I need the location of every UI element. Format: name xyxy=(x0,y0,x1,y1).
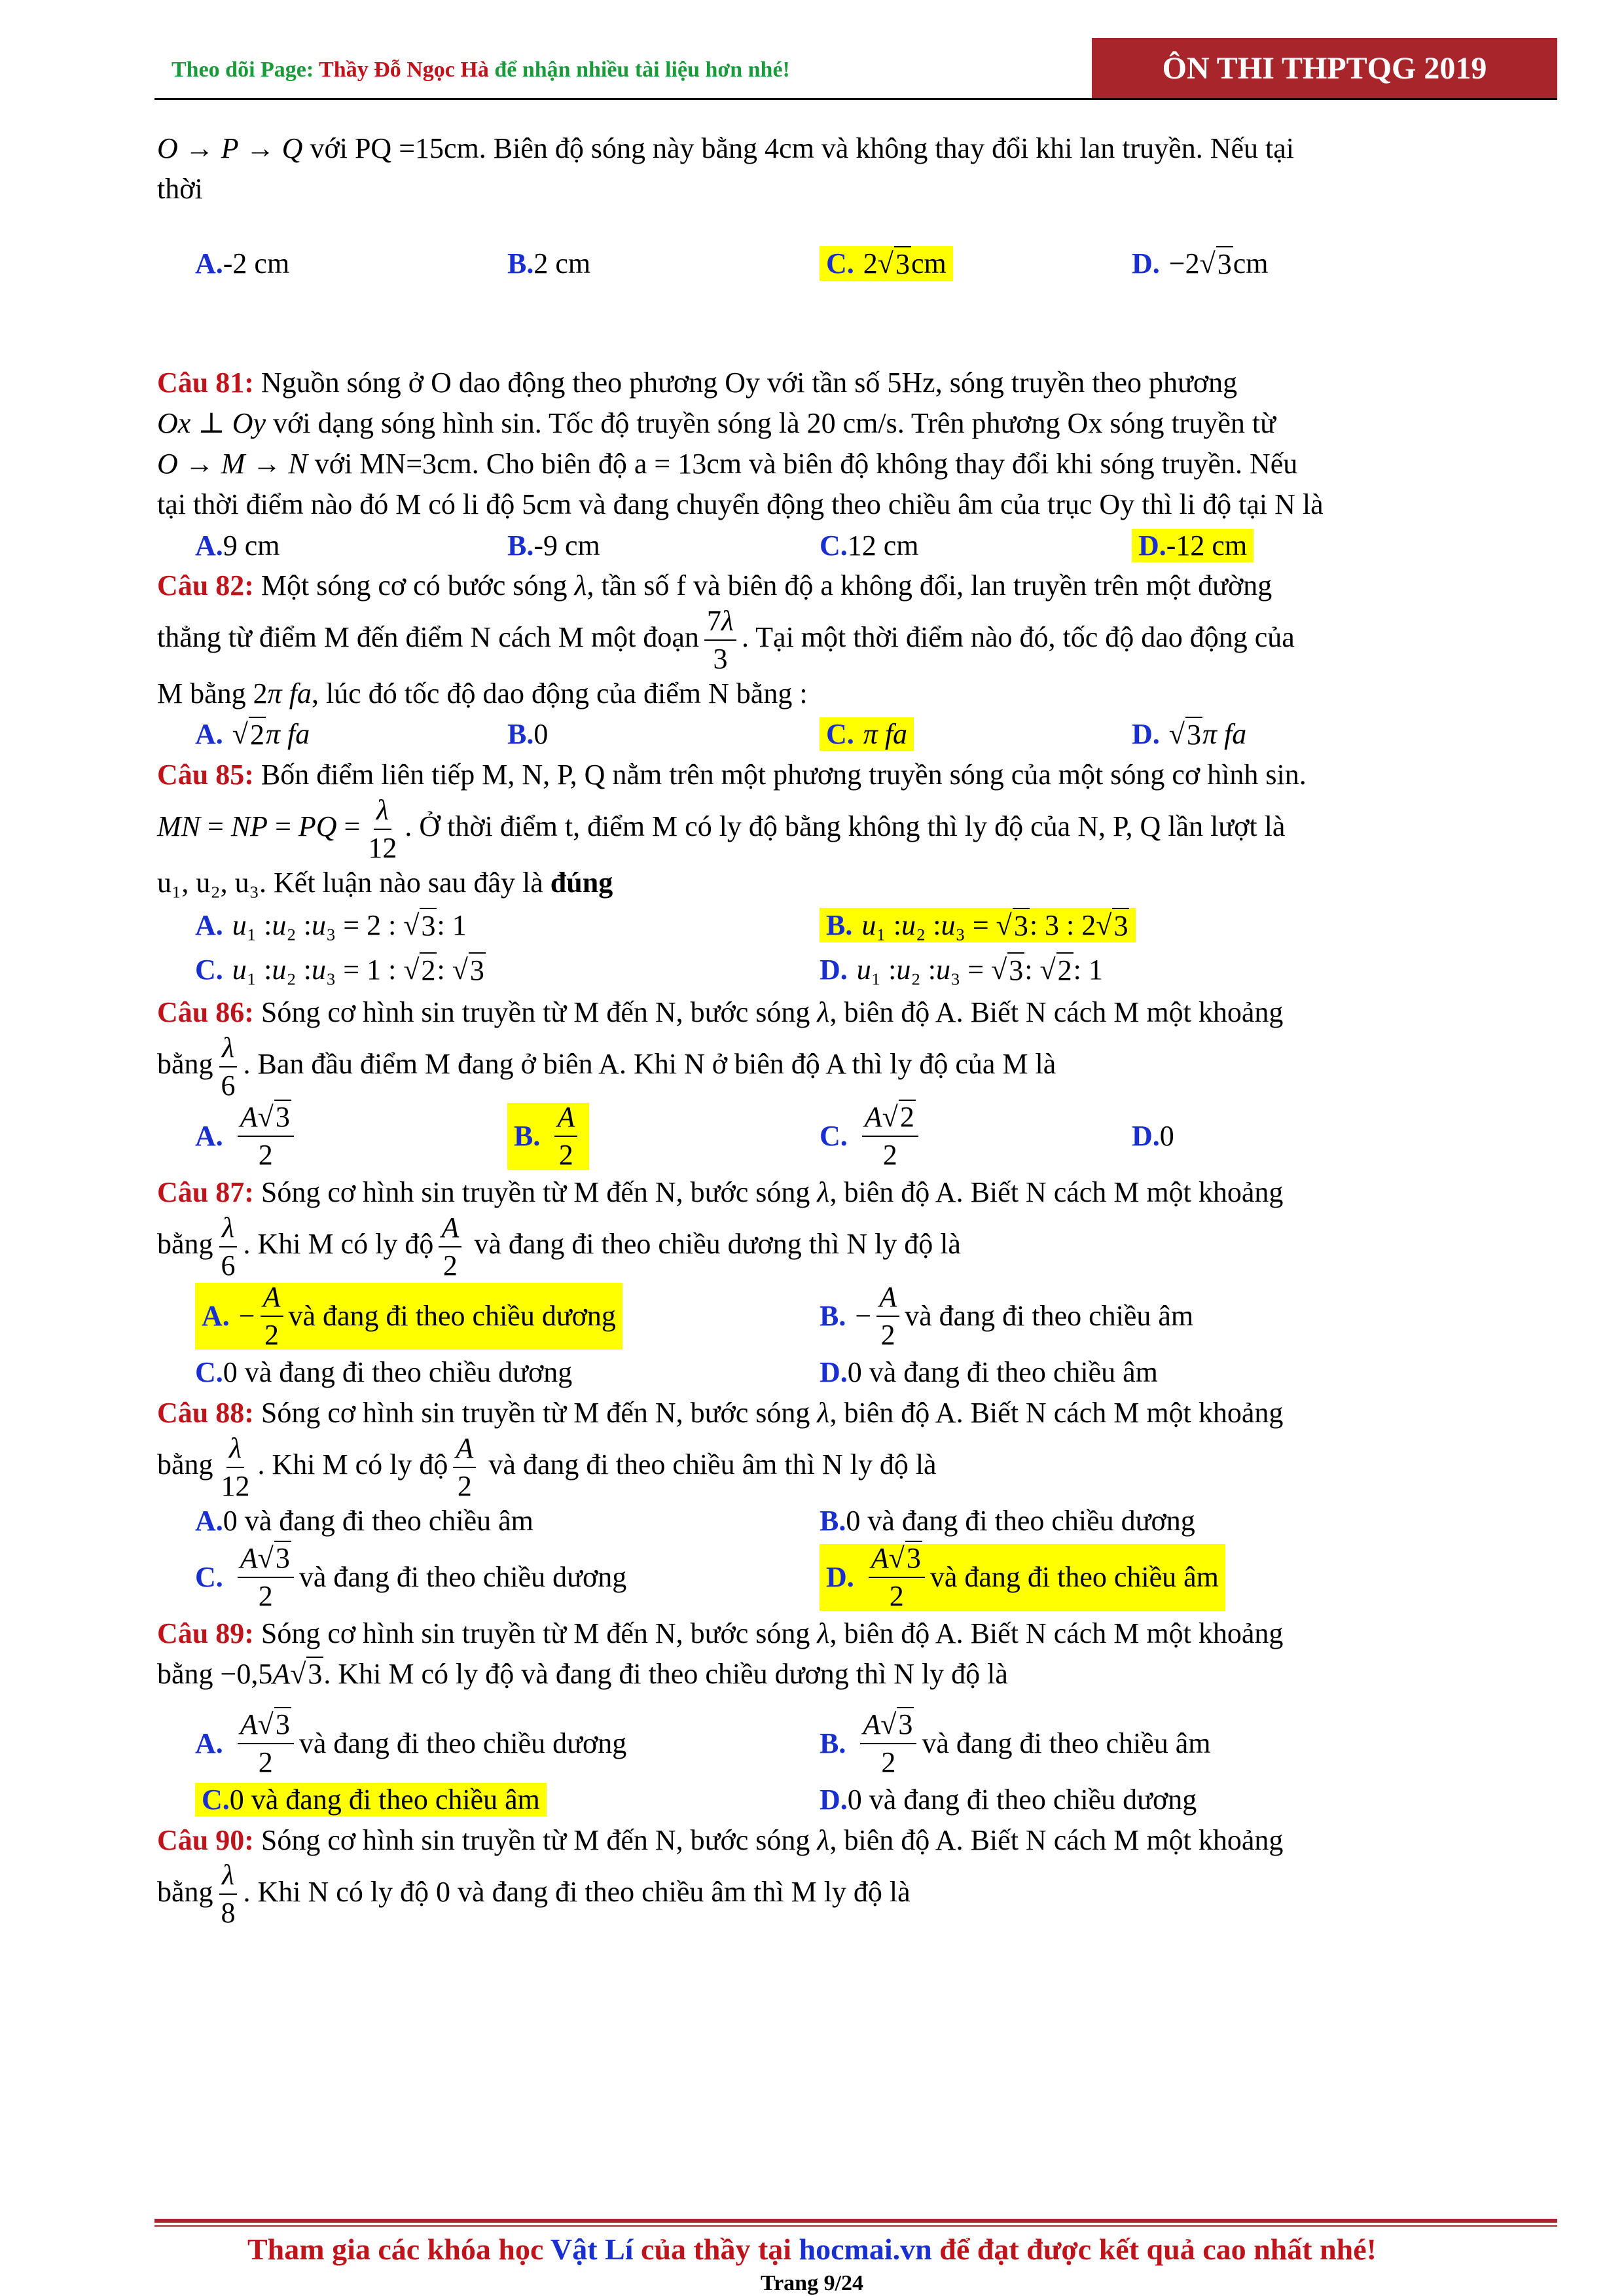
q86-option-c[interactable]: C. $\frac{A√2}{2}$ xyxy=(820,1103,924,1170)
q88-option-b[interactable]: B. 0 và đang đi theo chiều dương xyxy=(820,1505,1195,1537)
q82-option-b[interactable]: B. 0 xyxy=(507,718,549,751)
footer-promo: Tham gia các khóa học Vật Lí của thầy tại hocmai.vn để đạt được kết quả cao nhất nhé! xyxy=(247,2233,1377,2266)
intro-options xyxy=(157,236,1492,291)
q86-options xyxy=(157,1100,1492,1172)
q85-options-row2 xyxy=(157,948,1492,992)
q85-option-c[interactable]: C. u ₁ : u ₂ : u ₃ = 1 : √ 2 : √ 3 xyxy=(195,954,484,987)
q86-option-d[interactable]: D. 0 xyxy=(1132,1120,1174,1153)
q86-line-2: bằng $\frac{\lambda}{6}$ . Ban đầu điểm M đang ở biên A. Khi N ở biên độ A thì ly độ của M là xyxy=(157,1031,1056,1102)
q85-option-d[interactable]: D. u ₁ : u ₂ : u ₃ = √ 3 : √ 2 : 1 xyxy=(820,954,1103,987)
q89-options-row1 xyxy=(157,1708,1492,1780)
q89-line-1: Câu 89: Sóng cơ hình sin truyền từ M đến N, bước sóng λ, biên độ A. Biết N cách M một khoảng xyxy=(157,1617,1284,1649)
intro-line-1: O → P → Q với PQ =15cm. Biên độ sóng này bằng 4cm và không thay đổi khi lan truyền. Nếu tại xyxy=(157,132,1294,164)
q86-option-b[interactable]: B. $\frac{A}{2}$ xyxy=(507,1103,589,1170)
intro-option-a[interactable]: A. -2 cm xyxy=(195,247,290,279)
q88-option-c[interactable]: C. $\frac{A√3}{2}$ và đang đi theo chiều dương xyxy=(195,1541,627,1612)
header-page-note: Theo dõi Page: Thầy Đỗ Ngọc Hà để nhận nhiều tài liệu hơn nhé! xyxy=(171,58,790,82)
q89-option-a[interactable]: A. $\frac{A√3}{2}$ và đang đi theo chiều dương xyxy=(195,1708,627,1778)
intro-option-b[interactable]: B. 2 cm xyxy=(507,247,591,279)
q87-options-row2 xyxy=(157,1352,1492,1393)
q89-options-row2 xyxy=(157,1780,1492,1820)
q88-line-2: bằng $\frac{\lambda}{12}$ . Khi M có ly độ $\frac{A}{2}$ và đang đi theo chiều âm thì N ly độ là xyxy=(157,1431,937,1502)
q82-line-1: Câu 82: Một sóng cơ có bước sóng λ, tần số f và biên độ a không đổi, lan truyền trên một đường xyxy=(157,569,1272,601)
q87-option-d[interactable]: D. 0 và đang đi theo chiều âm xyxy=(820,1356,1158,1389)
q82-option-d[interactable]: D. √ 3 π fa xyxy=(1132,718,1247,751)
q89-option-b[interactable]: B. $\frac{A√3}{2}$ và đang đi theo chiều âm xyxy=(820,1708,1211,1778)
q87-line-2: bằng $\frac{\lambda}{6}$ . Khi M có ly độ $\frac{A}{2}$ và đang đi theo chiều dương thì N ly độ là xyxy=(157,1211,961,1282)
q87-option-c[interactable]: C. 0 và đang đi theo chiều dương xyxy=(195,1356,573,1389)
q85-line-3: u₁, u₂, u₃. Kết luận nào sau đây là đúng xyxy=(157,866,613,899)
q89-option-c[interactable]: C. 0 và đang đi theo chiều âm xyxy=(195,1783,547,1816)
q85-option-b[interactable]: B. u ₁ : u ₂ : u ₃ = √ 3 : 3 : 2√ 3 xyxy=(820,908,1136,942)
q88-option-d[interactable]: D. $\frac{A√3}{2}$ và đang đi theo chiều âm xyxy=(820,1544,1225,1611)
q82-line-3: M bằng 2π fa, lúc đó tốc độ dao động của điểm N bằng : xyxy=(157,677,808,709)
q81-line-4: tại thời điểm nào đó M có li độ 5cm và đang chuyển động theo chiều âm của trục Oy thì li độ tại N là xyxy=(157,488,1324,520)
q89-option-d[interactable]: D. 0 và đang đi theo chiều dương xyxy=(820,1784,1197,1816)
q87-line-1: Câu 87: Sóng cơ hình sin truyền từ M đến N, bước sóng λ, biên độ A. Biết N cách M một khoảng xyxy=(157,1175,1284,1208)
footer-divider xyxy=(154,2219,1557,2223)
q90-line-1: Câu 90: Sóng cơ hình sin truyền từ M đến N, bước sóng λ, biên độ A. Biết N cách M một khoảng xyxy=(157,1823,1284,1856)
q82-option-a[interactable]: A. √ 2 π fa xyxy=(195,718,310,751)
q87-option-b[interactable]: B. − $\frac{A}{2}$ và đang đi theo chiều âm xyxy=(820,1280,1194,1351)
q86-line-1: Câu 86: Sóng cơ hình sin truyền từ M đến N, bước sóng λ, biên độ A. Biết N cách M một khoảng xyxy=(157,996,1284,1028)
footer-divider-thin xyxy=(154,2225,1557,2227)
q87-option-a[interactable]: A. − $\frac{A}{2}$ và đang đi theo chiều dương xyxy=(195,1283,623,1350)
document-body xyxy=(157,128,1492,1928)
q81-options xyxy=(157,525,1492,565)
q88-options-row1 xyxy=(157,1501,1492,1541)
header-exam-badge: ÔN THI THPTQG 2019 xyxy=(1092,38,1557,98)
q85-options-row1 xyxy=(157,903,1492,948)
q82-option-c[interactable]: C. π fa xyxy=(820,717,914,751)
q85-line-1: Câu 85: Bốn điểm liên tiếp M, N, P, Q nằm trên một phương truyền sóng của một sóng cơ hình sin. xyxy=(157,758,1307,791)
q81-line-3: O → M → N với MN=3cm. Cho biên độ a = 13cm và biên độ không thay đổi khi sóng truyền. Nếu xyxy=(157,448,1298,480)
q90-line-2: bằng $\frac{\lambda}{8}$ . Khi N có ly độ 0 và đang đi theo chiều âm thì M ly độ là xyxy=(157,1859,911,1929)
q81-option-b[interactable]: B. -9 cm xyxy=(507,529,600,562)
q81-option-c[interactable]: C. 12 cm xyxy=(820,529,919,562)
q85-line-2: MN = NP = PQ = $\frac{\lambda}{12}$ . Ở thời điểm t, điểm M có ly độ bằng không thì ly độ của N, P, Q lần lượt là xyxy=(157,793,1286,864)
hocmai-link[interactable]: hocmai.vn xyxy=(799,2233,932,2266)
q81-option-d[interactable]: D. -12 cm xyxy=(1132,529,1254,562)
header-divider xyxy=(154,98,1557,100)
q88-option-a[interactable]: A. 0 và đang đi theo chiều âm xyxy=(195,1505,533,1537)
q82-line-2: thẳng từ điểm M đến điểm N cách M một đoạn $\frac{7\lambda}{3}$ . Tại một thời điểm nào đó, tốc độ dao động của xyxy=(157,604,1295,675)
q87-options-row1 xyxy=(157,1280,1492,1352)
q86-option-a[interactable]: A. $\frac{A√3}{2}$ xyxy=(195,1103,299,1170)
q81-line-1: Câu 81: Nguồn sóng ở O dao động theo phương Oy với tần số 5Hz, sóng truyền theo phương xyxy=(157,367,1238,399)
q85-option-a[interactable]: A. u ₁ : u ₂ : u ₃ = 2 : √ 3 : 1 xyxy=(195,909,467,942)
q81-line-2: Ox ⊥ Oy với dạng sóng hình sin. Tốc độ truyền sóng là 20 cm/s. Trên phương Ox sóng truyền từ xyxy=(157,407,1276,439)
intro-line-2: thời xyxy=(157,173,203,205)
q82-options xyxy=(157,714,1492,755)
intro-option-d[interactable]: D. −2√ 3 cm xyxy=(1132,247,1269,280)
page-number: Trang 9/24 xyxy=(760,2271,864,2295)
q89-line-2: bằng −0,5A√3. Khi M có ly độ và đang đi theo chiều dương thì N ly độ là xyxy=(157,1657,1008,1690)
q81-option-a[interactable]: A. 9 cm xyxy=(195,529,280,562)
intro-option-c[interactable]: C. 2√ 3 cm xyxy=(820,246,953,281)
q88-options-row2 xyxy=(157,1541,1492,1613)
q88-line-1: Câu 88: Sóng cơ hình sin truyền từ M đến N, bước sóng λ, biên độ A. Biết N cách M một khoảng xyxy=(157,1396,1284,1429)
